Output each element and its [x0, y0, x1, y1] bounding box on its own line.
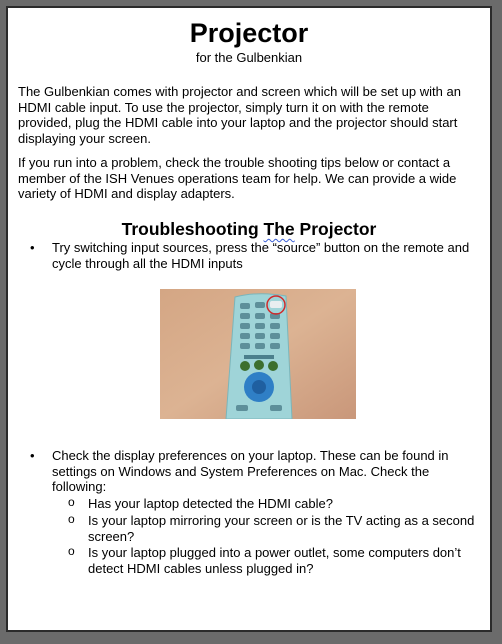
- sub-list-item-text: Is your laptop plugged into a power outlet, some computers don’t detect HDMI cables unless plugged in?: [88, 545, 461, 576]
- help-paragraph: If you run into a problem, check the trouble shooting tips below or contact a member of the ISH Venues operations team for help. We can provide a wide variety of HDMI and display adapters.: [18, 155, 457, 201]
- bullet-icon: •: [30, 448, 35, 463]
- section-heading: [8, 218, 490, 240]
- page-subtitle: for the Gulbenkian: [195, 50, 303, 65]
- remote-control-photo: [160, 289, 356, 419]
- document-page: [6, 6, 492, 632]
- page-title: Projector: [189, 18, 309, 48]
- bullet-icon: •: [30, 240, 35, 255]
- sub-list-item-text: Is your laptop mirroring your screen or is the TV acting as a second screen?: [88, 513, 475, 544]
- sub-bullet-icon: o: [68, 512, 75, 526]
- heading-part: Troubleshooting: [121, 219, 264, 239]
- list-item-text: Try switching input sources, press the “source” button on the remote and cycle through all the HDMI inputs: [52, 240, 470, 271]
- sub-list-item: [68, 496, 478, 512]
- list-item-text: Check the display preferences on your laptop. These can be found in settings on Windows and System Preferences on Mac. Check the following:: [52, 448, 449, 494]
- sub-list-item-text: Has your laptop detected the HDMI cable?: [88, 496, 333, 511]
- sub-bullet-icon: o: [68, 495, 75, 509]
- sub-list-item: [68, 545, 478, 576]
- sub-bullet-icon: o: [68, 544, 75, 558]
- spellcheck-flagged-word: The: [263, 219, 295, 239]
- sub-list-item: [68, 513, 478, 544]
- list-item: [30, 240, 480, 271]
- heading-part: Projector: [294, 219, 377, 239]
- list-item: [30, 448, 480, 495]
- intro-paragraph: The Gulbenkian comes with projector and screen which will be set up with an HDMI cable input. To use the projector, simply turn it on with the remote provided, plug the HDMI cable into your laptop and the projector should start displaying your screen.: [18, 84, 461, 146]
